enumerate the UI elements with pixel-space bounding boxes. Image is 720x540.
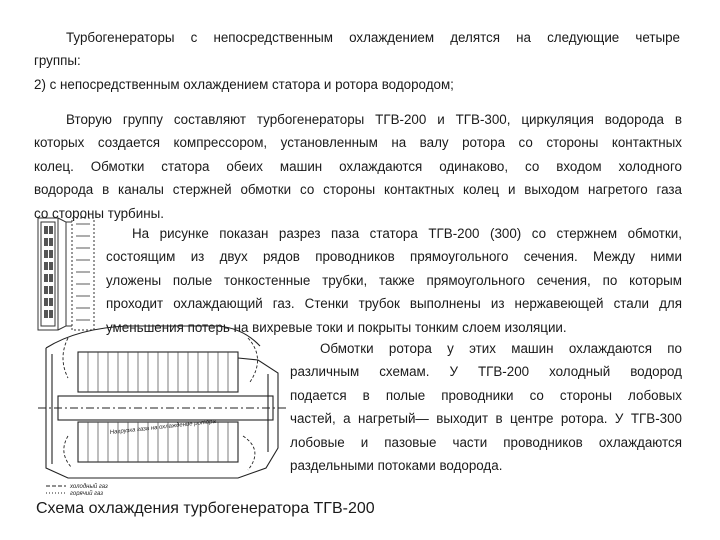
rotor-cooling-line-6: раздельными потоками водорода. xyxy=(290,458,503,474)
cooling-scheme-figure xyxy=(38,318,286,496)
stator-slot-line-2: состоящим из двух рядов проводников прямоугольного сечения. Между ними xyxy=(106,249,682,265)
rotor-label: Нагрузка газа на охлаждение ротора xyxy=(109,418,217,436)
second-group-line-4: водорода в каналы стержней обмотки со стороны контактных колец и выходом нагретого газа xyxy=(34,182,682,198)
intro-line-2: группы: xyxy=(34,53,81,69)
rotor-cooling-line-5: лобовые и пазовые части проводников охлаждаются xyxy=(290,434,682,450)
second-group-line-2: которых создается компрессором, установленным на валу ротора со стороны контактных xyxy=(34,135,682,151)
list-item-2: 2) с непосредственным охлаждением статора и ротора водородом; xyxy=(34,76,454,92)
stator-slot-line-4: проходит охлаждающий газ. Стенки трубок выполнены из нержавеющей стали для xyxy=(106,296,682,312)
rotor-cooling-line-3: подается в полые проводники со стороны лобовых xyxy=(290,387,682,403)
second-group-paragraph xyxy=(34,108,682,225)
stator-slot-figure xyxy=(36,214,106,334)
rotor-cooling-paragraph xyxy=(290,337,682,477)
second-group-line-5: со стороны турбины. xyxy=(34,205,164,221)
intro-paragraph xyxy=(34,26,680,96)
stator-slot-line-1: На рисунке показан разрез паза статора ТГВ-200 (300) со стержнем обмотки, xyxy=(132,226,682,241)
legend-hot-gas: горячий газ xyxy=(70,491,104,496)
rotor-cooling-line-1: Обмотки ротора у этих машин охлаждаются по xyxy=(320,341,682,356)
second-group-line-1: Вторую группу составляют турбогенераторы ТГВ-200 и ТГВ-300, циркуляция водорода в xyxy=(66,112,682,127)
second-group-line-3: колец. Обмотки статора обеих машин охлаждаются одинаково, со входом холодного xyxy=(34,158,682,174)
figure-caption: Схема охлаждения турбогенератора ТГВ-200 xyxy=(36,500,375,517)
intro-line-1: Турбогенераторы с непосредственным охлаждением делятся на следующие четыре xyxy=(66,30,680,45)
rotor-cooling-line-4: частей, а нагретый— выходит в центре ротора. У ТГВ-300 xyxy=(290,411,682,427)
stator-slot-line-5: уменьшения потерь на вихревые токи и покрыты тонким слоем изоляции. xyxy=(106,319,567,335)
legend-cold-gas: холодный газ xyxy=(70,484,108,490)
rotor-cooling-line-2: различным схемам. У ТГВ-200 холодный водород xyxy=(290,364,682,380)
stator-slot-line-3: уложены полые тонкостенные трубки, также прямоугольного сечения, по которым xyxy=(106,272,682,288)
